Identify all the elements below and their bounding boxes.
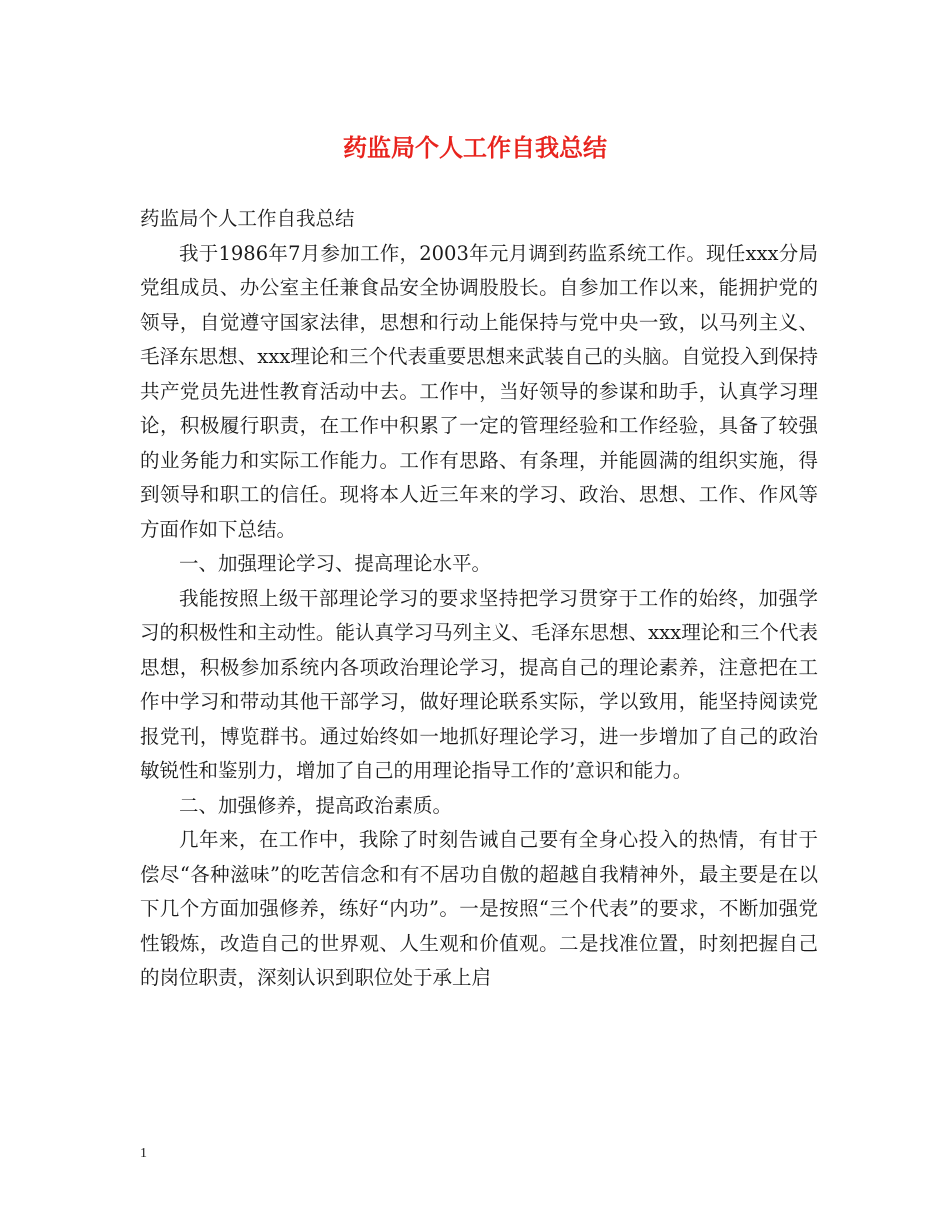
section-heading-1: 一、加强理论学习、提高理论水平。 (179, 552, 492, 575)
document-title: 药监局个人工作自我总结 (343, 133, 607, 162)
page-number: 1 (140, 1146, 147, 1161)
paragraph-theory-study: 我能按照上级干部理论学习的要求坚持把学习贯穿于工作的始终，加强学习的积极性和主动性。能认真学习马列主义、毛泽东思想、xxx理论和三个代表思想，积极参加系统内各项政治理论学习，提高自己的理论素养，注意把在工作中学习和带动其他干部学习，做好理论联系实际，学以致用，能坚持阅读党报党刊，博览群书。通过始终如一地抓好理论学习，进一步增加了自己的政治敏锐性和鉴别力，增加了自己的用理论指导工作的’意识和能力。 (140, 586, 818, 782)
section-heading-2: 二、加强修养，提高政治素质。 (179, 793, 453, 817)
paragraph-intro: 我于1986年7月参加工作，2003年元月调到药监系统工作。现任xxx分局党组成员、办公室主任兼食品安全协调股股长。自参加工作以来，能拥护党的领导，自觉遵守国家法律，思想和行动上能保持与党中央一致，以马列主义、毛泽东思想、xxx理论和三个代表重要思想来武装自己的头脑。自觉投入到保持共产党员先进性教育活动中去。工作中，当好领导的参谋和助手，认真学习理论，积极履行职责，在工作中积累了一定的管理经验和工作经验，具备了较强的业务能力和实际工作能力。工作有思路、有条理，并能圆满的组织实施，得到领导和职工的信任。现将本人近三年来的学习、政治、思想、工作、作风等方面作如下总结。 (140, 241, 818, 541)
paragraph-self-cultivation: 几年来，在工作中，我除了时刻告诫自己要有全身心投入的热情，有甘于偿尽“各种滋味”的吃苦信念和有不居功自傲的超越自我精神外，最主要是在以下几个方面加强修养，练好“内功”。一是按照“三个代表”的要求，不断加强党性锻炼，改造自己的世界观、人生观和价值观。二是找准位置，时刻把握自己的岗位职责，深刻认识到职位处于承上启 (140, 828, 818, 989)
document-subtitle: 药监局个人工作自我总结 (140, 207, 355, 230)
document-body (140, 202, 818, 996)
